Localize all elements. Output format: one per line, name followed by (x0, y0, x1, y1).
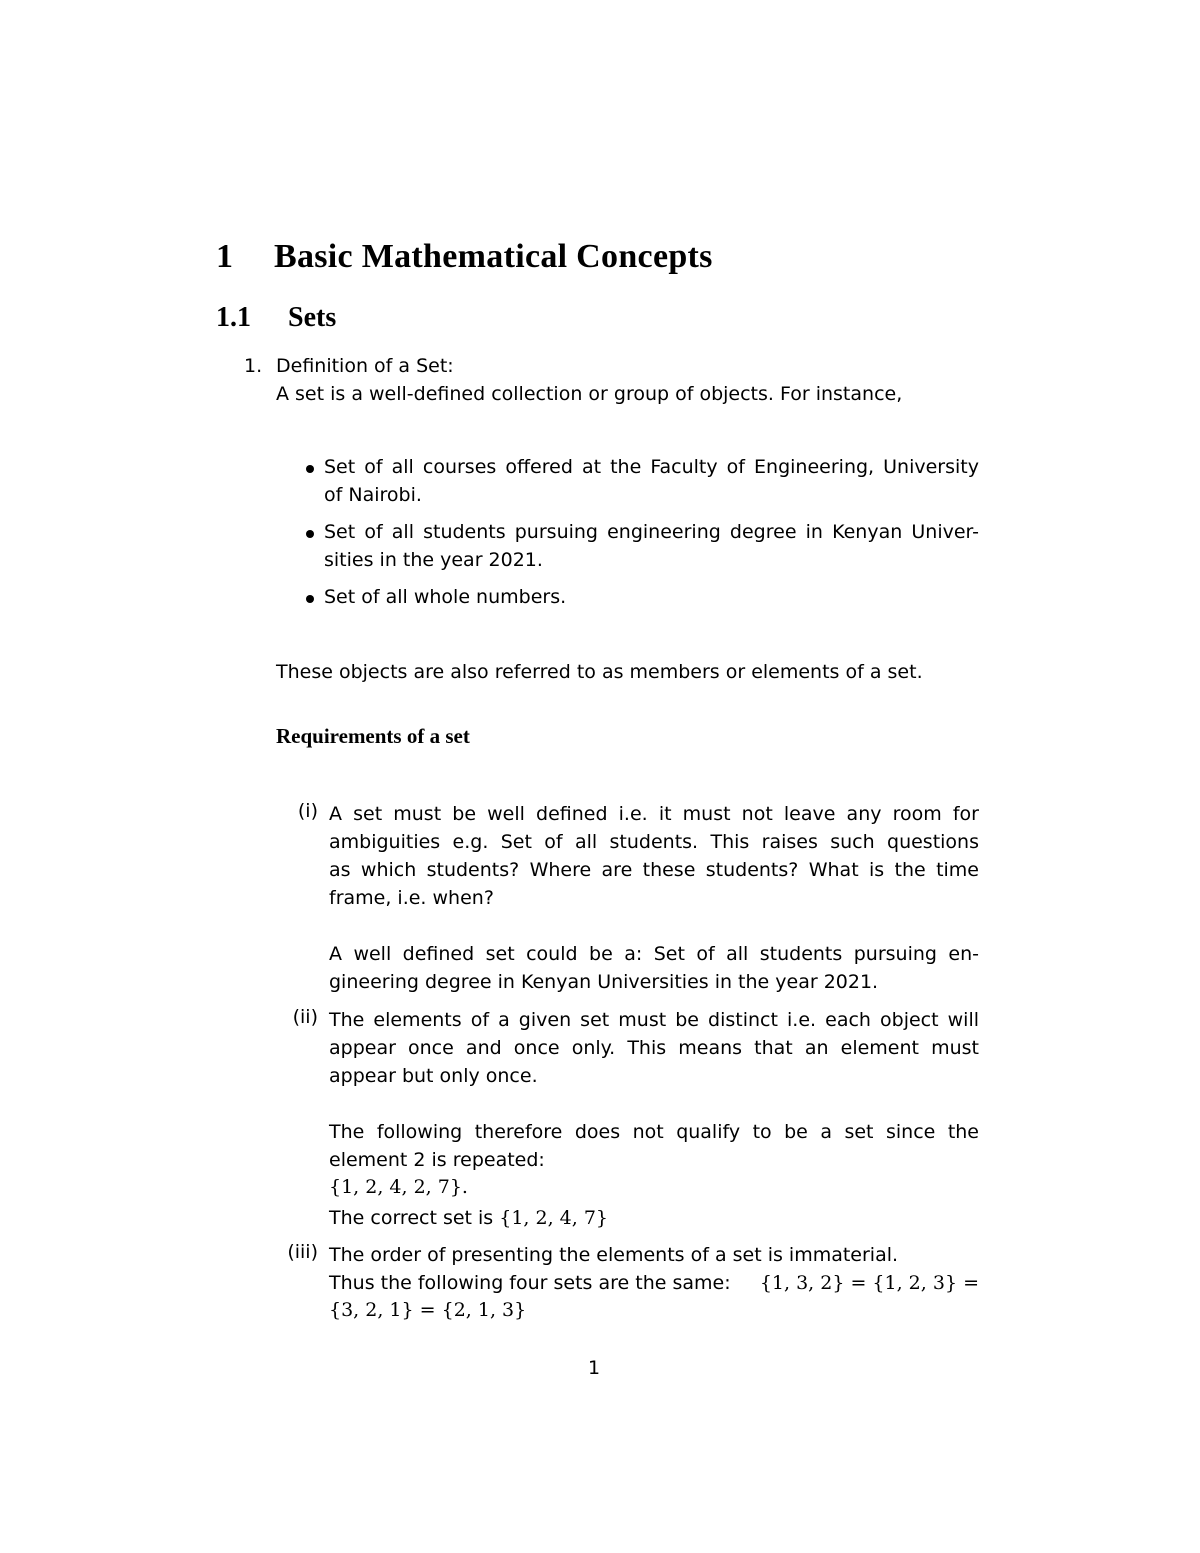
members-note: These objects are also referred to as members or elements of a set. (276, 661, 923, 683)
requirement-1-line-1: A set must be well defined i.e. it must not leave any room for (329, 803, 979, 825)
requirement-2-line-2: appear once and once only. This means that an element must (329, 1037, 979, 1059)
example-1-line-2: of Nairobi. (324, 484, 422, 506)
correct-set: {1, 2, 4, 7} (499, 1207, 609, 1229)
requirement-1-extra-1: A well defined set could be a: Set of all students pursuing en- (329, 943, 979, 965)
requirement-2-line-1: The elements of a given set must be distinct i.e. each object will (329, 1009, 979, 1031)
example-3-line-1: Set of all whole numbers. (324, 586, 567, 608)
same-sets-line-2: {3, 2, 1} = {2, 1, 3} (329, 1299, 527, 1321)
bullet-icon (306, 530, 314, 538)
subsection-title: Sets (288, 302, 337, 333)
page-number: 1 (588, 1357, 601, 1379)
section-number: 1 (216, 238, 234, 275)
repeated-element-set: {1, 2, 4, 2, 7}. (329, 1176, 468, 1198)
section-heading (216, 238, 713, 276)
requirement-1-line-3: as which students? Where are these students? What is the time (329, 859, 979, 881)
section-title: Basic Mathematical Concepts (274, 238, 713, 275)
subsection-number: 1.1 (216, 302, 251, 333)
bullet-icon (306, 465, 314, 473)
requirement-marker: (ii) (292, 1006, 318, 1028)
requirements-heading: Requirements of a set (276, 724, 470, 748)
requirement-2-extra-2: element 2 is repeated: (329, 1149, 545, 1171)
correct-set-label: The correct set is (329, 1207, 494, 1229)
requirement-2-extra-1: The following therefore does not qualify to be a set since the (329, 1121, 979, 1143)
bullet-icon (306, 595, 314, 603)
same-sets-line-1: {1, 3, 2} = {1, 2, 3} = (759, 1272, 979, 1294)
requirement-1-line-2: ambiguities e.g. Set of all students. This raises such questions (329, 831, 979, 853)
same-sets-label: Thus the following four sets are the same: (329, 1272, 731, 1294)
definition-heading: Definition of a Set: (276, 355, 454, 377)
requirement-3-line-1: The order of presenting the elements of a set is immaterial. (329, 1244, 899, 1266)
definition-marker: 1. (244, 355, 263, 377)
example-2-line-1: Set of all students pursuing engineering degree in Kenyan Univer- (324, 521, 979, 543)
requirement-marker: (i) (297, 800, 318, 822)
definition-text: A set is a well-defined collection or group of objects. For instance, (276, 383, 903, 405)
example-1-line-1: Set of all courses offered at the Faculty of Engineering, University (324, 456, 979, 478)
requirement-2-line-3: appear but only once. (329, 1065, 538, 1087)
example-2-line-2: sities in the year 2021. (324, 549, 543, 571)
requirement-1-line-4: frame, i.e. when? (329, 887, 494, 909)
requirement-marker: (iii) (287, 1241, 318, 1263)
correct-set-line (329, 1204, 608, 1232)
subsection-heading (216, 302, 336, 334)
requirement-1-extra-2: gineering degree in Kenyan Universities in the year 2021. (329, 971, 879, 993)
same-sets-line (329, 1269, 979, 1297)
